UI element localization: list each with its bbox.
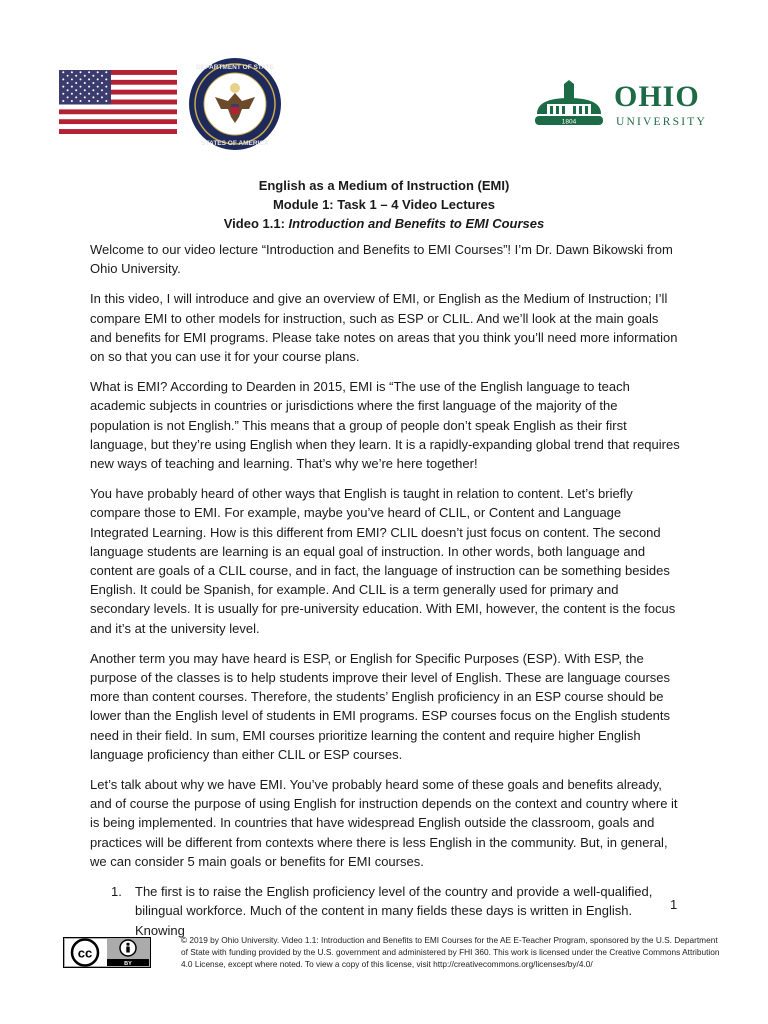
paragraph: What is EMI? According to Dearden in 2015, EMI is “The use of the English language to teach academic subjects in countries or jurisdictions where the first language of the majority of the population is not English.” This means that a group of people don’t speak English as their first language, but they’re using English when they learn. It is a rapidly-expanding global trend that requires new ways of teaching and learning. That’s why we’re here together! [90, 379, 680, 472]
department-of-state-seal-icon [188, 57, 282, 151]
title-line-2: Module 1: Task 1 – 4 Video Lectures [272, 197, 496, 212]
creative-commons-by-icon [63, 937, 151, 968]
license-notice: © 2019 by Ohio University. Video 1.1: Introduction and Benefits to EMI Courses for the AE E-Teacher Program, sponsored by the U.S. Department of State with funding provided by the U.S. government and administered by FHI 360. This work is licensed under the Creative Commons Attribution 4.0 License, except where noted. To view a copy of this license, visit http://creativecommons.org/licenses/by/4.0/ [181, 935, 720, 970]
paragraph: Welcome to our video lecture “Introduction and Benefits to EMI Courses”! I’m Dr. Dawn Bikowski from Ohio University. [90, 242, 673, 277]
title-line-1: English as a Medium of Instruction (EMI) [258, 178, 510, 193]
page-header [0, 0, 768, 160]
us-flag-icon [59, 70, 177, 134]
svg-text:1804: 1804 [561, 118, 577, 126]
list-number: 1. [111, 884, 122, 900]
paragraph: Let’s talk about why we have EMI. You’ve probably heard some of these goals and benefits already, and of course the purpose of using English for instruction depends on the context and country where it is being implemented. In countries that have widespread English outside the classroom, goals and practices will be different from contexts where there is less English in the community. But, in general, we can consider 5 main goals or benefits for EMI courses. [90, 777, 678, 869]
university-wordmark: UNIVERSITY [616, 116, 707, 128]
paragraph: Another term you may have heard is ESP, or English for Specific Purposes (ESP). With ESP, the purpose of the classes is to help students improve their level of English. These are language courses more than content courses. Therefore, the students’ English proficiency in an ESP course should be lower than the English level of students in EMI programs. ESP courses focus on the English students need in their field. In sum, EMI courses prioritize learning the content and require higher English language proficiency than either CLIL or ESP courses. [90, 650, 671, 762]
document-title [0, 176, 768, 233]
svg-text:DEPARTMENT OF STATE: DEPARTMENT OF STATE [196, 64, 274, 71]
benefits-list [90, 882, 680, 940]
page-number: 1 [670, 897, 678, 912]
ohio-university-logo-icon [533, 80, 613, 130]
list-item [90, 882, 680, 940]
svg-text:cc: cc [77, 945, 93, 961]
ohio-wordmark: OHIO [614, 80, 700, 113]
document-body [90, 240, 680, 940]
list-text: The first is to raise the English proficiency level of the country and provide a well-qualified, bilingual workforce. Much of the content in many fields these days is written in English. Knowing [135, 884, 653, 938]
paragraph: You have probably heard of other ways that English is taught in relation to content. Let’s briefly compare those to EMI. For example, maybe you’ve heard of CLIL, or Content and Language Integrated Learning. How is this different from EMI? CLIL doesn’t just focus on content. The second language students are learning is an equal goal of instruction. In other words, both language and content are goals of a CLIL course, and in fact, the language of instruction can be something besides English. It could be Spanish, for example. And CLIL is a term generally used for primary and secondary levels. It is usually for pre-university education. With EMI, however, the content is the focus and it’s at the university level. [90, 486, 676, 636]
title-line-3: Video 1.1: Introduction and Benefits to EMI Courses [223, 216, 545, 231]
svg-text:BY: BY [124, 961, 132, 967]
svg-text:STATES OF AMERICA: STATES OF AMERICA [201, 140, 269, 147]
paragraph: In this video, I will introduce and give an overview of EMI, or English as the Medium of Instruction; I’ll compare EMI to other models for instruction, such as ESP or CLIL. And we’ll look at the main goals and benefits for EMI programs. Please take notes on areas that you think you’ll need more information on so that you can use it for your course plans. [90, 291, 678, 365]
